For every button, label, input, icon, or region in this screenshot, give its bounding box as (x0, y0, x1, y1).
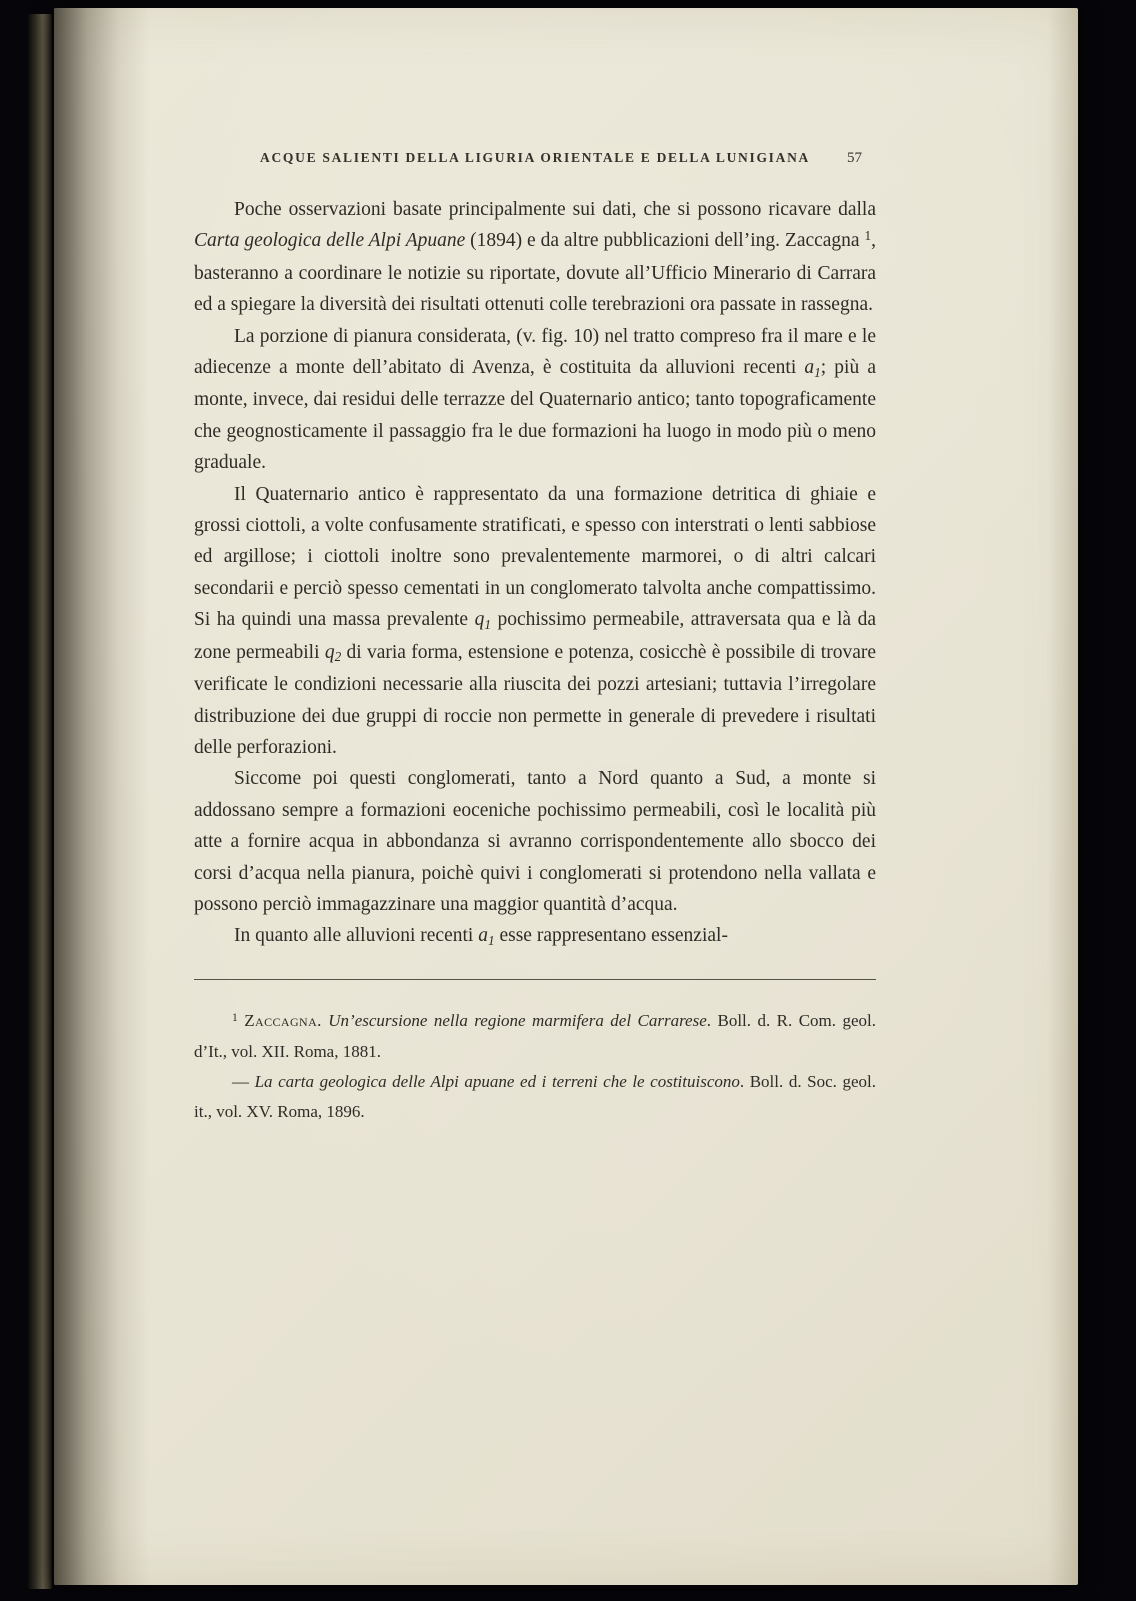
text-block (194, 150, 876, 1126)
footnote (194, 1067, 876, 1126)
text-run: 1 (814, 364, 821, 380)
text-run: q (474, 609, 485, 631)
text-run: a (804, 357, 815, 379)
paragraph (194, 763, 876, 920)
text-run: (1894) e da altre pubblicazioni dell’ing. Zaccagna (465, 230, 865, 252)
text-run: 1 (484, 616, 491, 632)
paragraph (194, 194, 876, 321)
text-run: Il Quaternario antico è rappresentato da una formazione detritica di ghiaie e grossi ciottoli, a volte confusamente stratificati, e spesso con interstrati o lenti sabbiose ed argillose; i ciottoli inoltre sono prevalentemente marmorei, o di altri calcari secondarii e perciò spesso cementati in un conglomerato talvolta anche compattissimo. Si ha quindi una massa prevalente (194, 483, 876, 631)
book-page (54, 8, 1078, 1585)
text-run: 1 (487, 933, 495, 949)
text-run: a (478, 925, 488, 947)
text-run: q (324, 641, 335, 663)
gutter-shadow (54, 8, 149, 1585)
text-run: esse rappresentano essenzial- (494, 925, 728, 947)
text-run: . Boll. d. R. Com. geol. d’It., vol. XII. Roma, 1881. (194, 1010, 876, 1062)
footnotes (194, 1006, 876, 1126)
text-run: Siccome poi questi conglomerati, tanto a Nord quanto a Sud, a monte si addossano sempre a formazioni eoceniche pochissimo permeabili, così le località più atte a fornire acqua in abbondanza si avranno corrispondentemente allo sbocco dei corsi d’acqua nella pianura, poichè quivi i conglomerati si protendono nella vallata e possono perciò immagazzinare una maggior quantità d’acqua. (194, 768, 876, 915)
text-run: — (232, 1071, 255, 1091)
text-run: . Boll. d. Soc. geol. it., vol. XV. Roma, 1896. (194, 1071, 876, 1121)
text-run: Zaccagna. (244, 1010, 322, 1030)
paragraph (194, 920, 876, 952)
text-run: di varia forma, estensione e potenza, cosicchè è possibile di trovare verificate le condizioni necessarie alla riuscita dei pozzi artesiani; tuttavia l’irregolare distribuzione dei due gruppi di roccie non permette in generale di prevedere i risultati delle perforazioni. (194, 641, 876, 758)
text-run: pochissimo permeabile, attraversata qua e là da zone permeabili (194, 609, 876, 663)
running-title: ACQUE SALIENTI DELLA LIGURIA ORIENTALE E DELLA LUNIGIANA (260, 150, 810, 165)
paragraph (194, 479, 876, 764)
text-run: 1 (232, 1010, 238, 1024)
text-run: Carta geologica delle Alpi Apuane (194, 230, 466, 252)
paragraph (194, 321, 876, 479)
footnote-separator (194, 979, 876, 980)
text-run: La porzione di pianura considerata, (v. fig. 10) nel tratto compreso fra il mare e le adiecenze a monte dell’abitato di Avenza, è costituita da alluvioni recenti (194, 325, 876, 379)
footnote (194, 1006, 876, 1067)
text-run: La carta geologica delle Alpi apuane ed i terreni che le costituiscono (254, 1071, 740, 1091)
text-run: In quanto alle alluvioni recenti (234, 925, 479, 947)
body-paragraphs (194, 194, 876, 953)
book-page-edges (28, 14, 52, 1589)
page-edge-vignette (1048, 8, 1078, 1585)
text-run: , basteranno a coordinare le notizie su riportate, dovute all’Ufficio Minerario di Carrara ed a spiegare la diversità dei risultati ottenuti colle terebrazioni ora passate in rassegna. (194, 230, 876, 316)
page-header (194, 150, 876, 172)
text-run: ; più a monte, invece, dai residui delle terrazze del Quaternario antico; tanto topograficamente che geognosticamente il passaggio fra le due formazioni ha luogo in modo più o meno graduale. (194, 357, 876, 474)
text-run: Poche osservazioni basate principalmente sui dati, che si possono ricavare dalla (234, 199, 876, 220)
text-run: 1 (864, 228, 872, 244)
text-run: 2 (334, 649, 342, 665)
page-number: 57 (847, 150, 862, 166)
text-run: Un’escursione nella regione marmifera del Carrarese (328, 1010, 707, 1030)
